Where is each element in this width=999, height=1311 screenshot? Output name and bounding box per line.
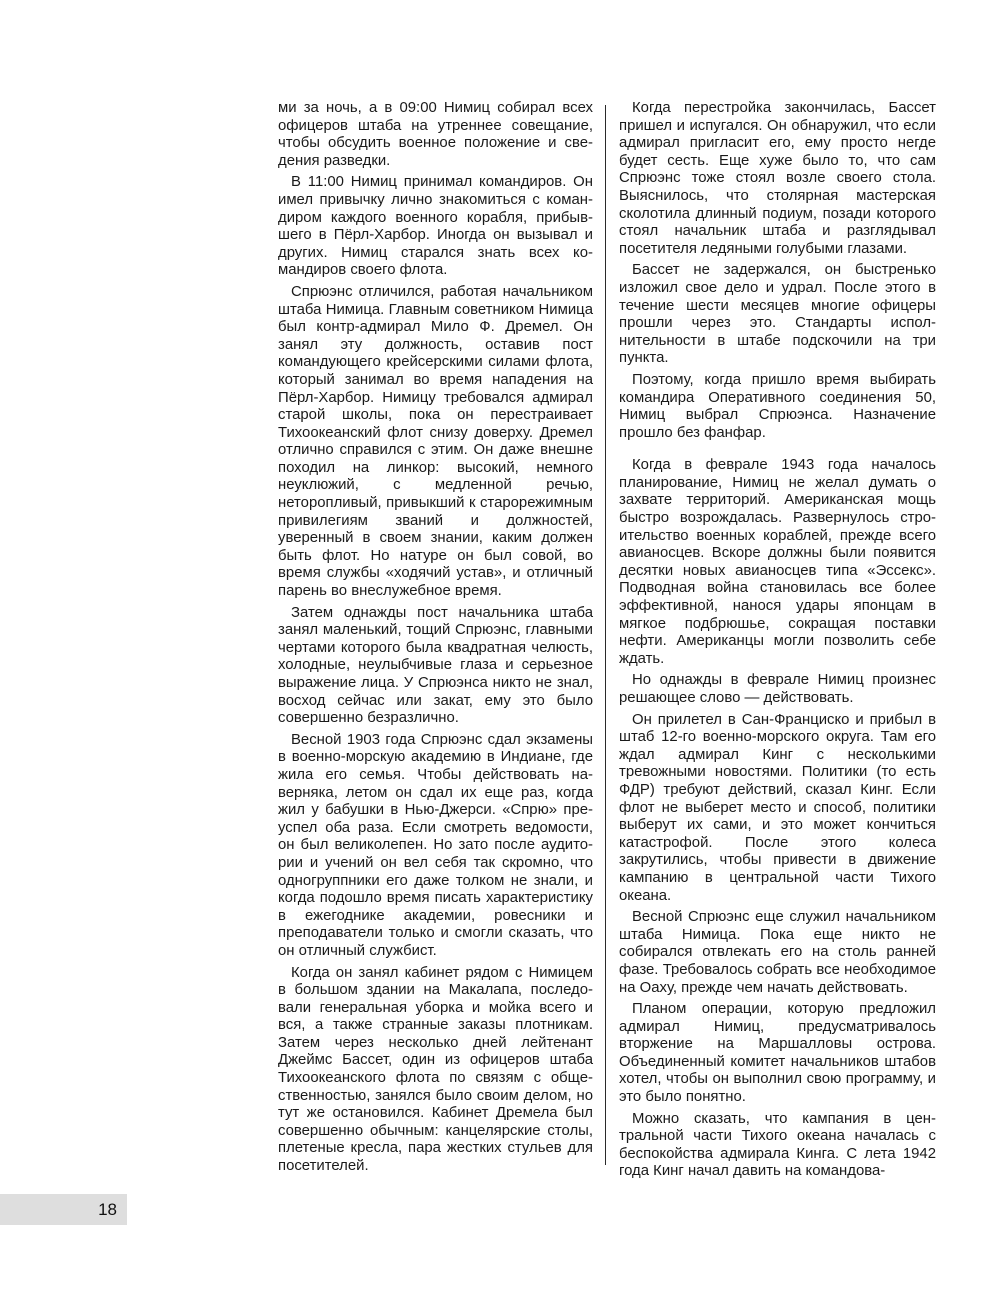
- right-text-column: [619, 100, 936, 1185]
- paragraph: Поэтому, когда пришло время выбирать командира Оперативного соединения 50, Нимиц выбрал Спрюэнса. Назначение прошло без фанфар.: [619, 371, 936, 441]
- paragraph: В 11:00 Нимиц принимал командиров. Он имел привычку лично знакомиться с командиром каждого военного корабля, прибывшего в Пёрл-Харбор. Иногда он вызывал и других. Нимиц старался знать всех командиров своего флота.: [278, 174, 593, 279]
- paragraph: Весной Спрюэнс еще служил начальником штаба Нимица. Пока еще никто не собирался отвлекать его на столь ранней фазе. Требовалось собрать все необходимое на Оаху, прежде чем начать действовать.: [619, 909, 936, 996]
- paragraph: Затем однажды пост начальника штаба занял маленький, тощий Спрюэнс, главными чертами которого была квадратная челюсть, холодные, неулыбчивые глаза и серьезное выражение лица. У Спрюэнса никто не знал, восход сейчас или закат, ему это было совершенно безразлично.: [278, 604, 593, 727]
- column-divider: [605, 105, 606, 1165]
- page-number-bar: [0, 1194, 127, 1225]
- paragraph: Когда перестройка закончилась, Бассет пришел и испугался. Он обнаружил, что если адмирал пригласит его, ему просто негде будет сесть. Еще хуже было то, что сам Спрюэнс тоже стоял возле своего стола. Выяснилось, что столярная мастерская сколотила длинный подиум, позади которого стоял начальник штаба и разглядывал посетителя ледяными голубыми глазами.: [619, 100, 936, 257]
- paragraph: Когда он занял кабинет рядом с Нимицем в большом здании на Макалапа, последовали генеральная уборка и мойка всего и вся, а также странные заказы плотникам. Затем через несколько дней лейтенант Джеймс Бассет, один из офицеров штаба Тихоокеанского флота по связям с общественностью, занялся было своим делом, но тут же остановился. Кабинет Дремела был совершенно обычным: канцелярские столы, плетеные кресла, пара жестких стульев для посетителей.: [278, 964, 593, 1175]
- paragraph: Бассет не задержался, он быстренько изложил свое дело и удрал. После этого в течение шести месяцев многие офицеры прошли через это. Стандарты исполнительности в штабе подскочили на три пункта.: [619, 262, 936, 367]
- left-text-column: [278, 100, 593, 1180]
- page-number: 18: [98, 1200, 117, 1219]
- paragraph: Весной 1903 года Спрюэнс сдал экзамены в военно-морскую академию в Индиане, где жила его семья. Чтобы действовать наверняка, летом он сдал их еще раз, когда жил у бабушки в Нью-Джерси. «Спрю» преуспел оба раза. Если смотреть ведомости, он был великолепен. Но зато после аудитории и учений он вел себя так скромно, что одногруппники его даже толком не знали, и когда подошло время писать характеристику в ежегоднике академии, ровесники и преподаватели только и смогли сказать, что он отличный службист.: [278, 731, 593, 959]
- paragraph: Но однажды в феврале Нимиц произнес решающее слово — действовать.: [619, 672, 936, 706]
- paragraph: Когда в феврале 1943 года началось планирование, Нимиц не желал думать о захвате территорий. Американская мощь быстро возрождалась. Развернулось строительство военных кораблей, прежде всего авианосцев. Вскоре должны были появится десятки новых авианосцев типа «Эссекс». Подводная война становилась все более эффективной, нанося удары японцам в мягкое подбрюшье, сокращая поставки нефти. Американцы могли позволить себе ждать.: [619, 457, 936, 667]
- paragraph: ми за ночь, а в 09:00 Нимиц собирал всех офицеров штаба на утреннее совещание, чтобы обсудить военное положение и сведения разведки.: [278, 100, 593, 169]
- paragraph: Спрюэнс отличился, работая начальником штаба Нимица. Главным советником Нимица был контр-адмирал Мило Ф. Дремел. Он занял эту должность, оставив пост командующего крейсерскими силами флота, который занимал во время нападения на Пёрл-Харбор. Нимицу требовался адмирал старой школы, пока он перестраивает Тихоокеанский флот снизу доверху. Дремел отлично справился с этим. Он даже внешне походил на линкор: высокий, немного неуклюжий, с медленной речью, неторопливый, привыкший к старорежимным привилегиям званий и должностей, уверенный в своем знании, каким должен быть флот. Но натуре он был совой, во время службы «ходячий устав», и отличный парень во внеслужебное время.: [278, 283, 593, 600]
- paragraph: Можно сказать, что кампания в центральной части Тихого океана началась с беспокойства адмирала Кинга. С лета 1942 года Кинг начал давить на командова-: [619, 1110, 936, 1180]
- paragraph: Он прилетел в Сан-Франциско и прибыл в штаб 12-го военно-морского округа. Там его ждал адмирал Кинг с несколькими тревожными новостями. Политики (то есть ФДР) требуют действий, сказал Кинг. Если флот не выберет место и способ, политики выберут их сами, и это может кончиться катастрофой. После этого колеса закрутились, чтобы привести в движение кампанию в центральной части Тихого океана.: [619, 711, 936, 904]
- paragraph: Планом операции, которую предложил адмирал Нимиц, предусматривалось вторжение на Маршалловы острова. Объединенный комитет начальников штабов хотел, чтобы он выполнил свою программу, и это было понятно.: [619, 1001, 936, 1106]
